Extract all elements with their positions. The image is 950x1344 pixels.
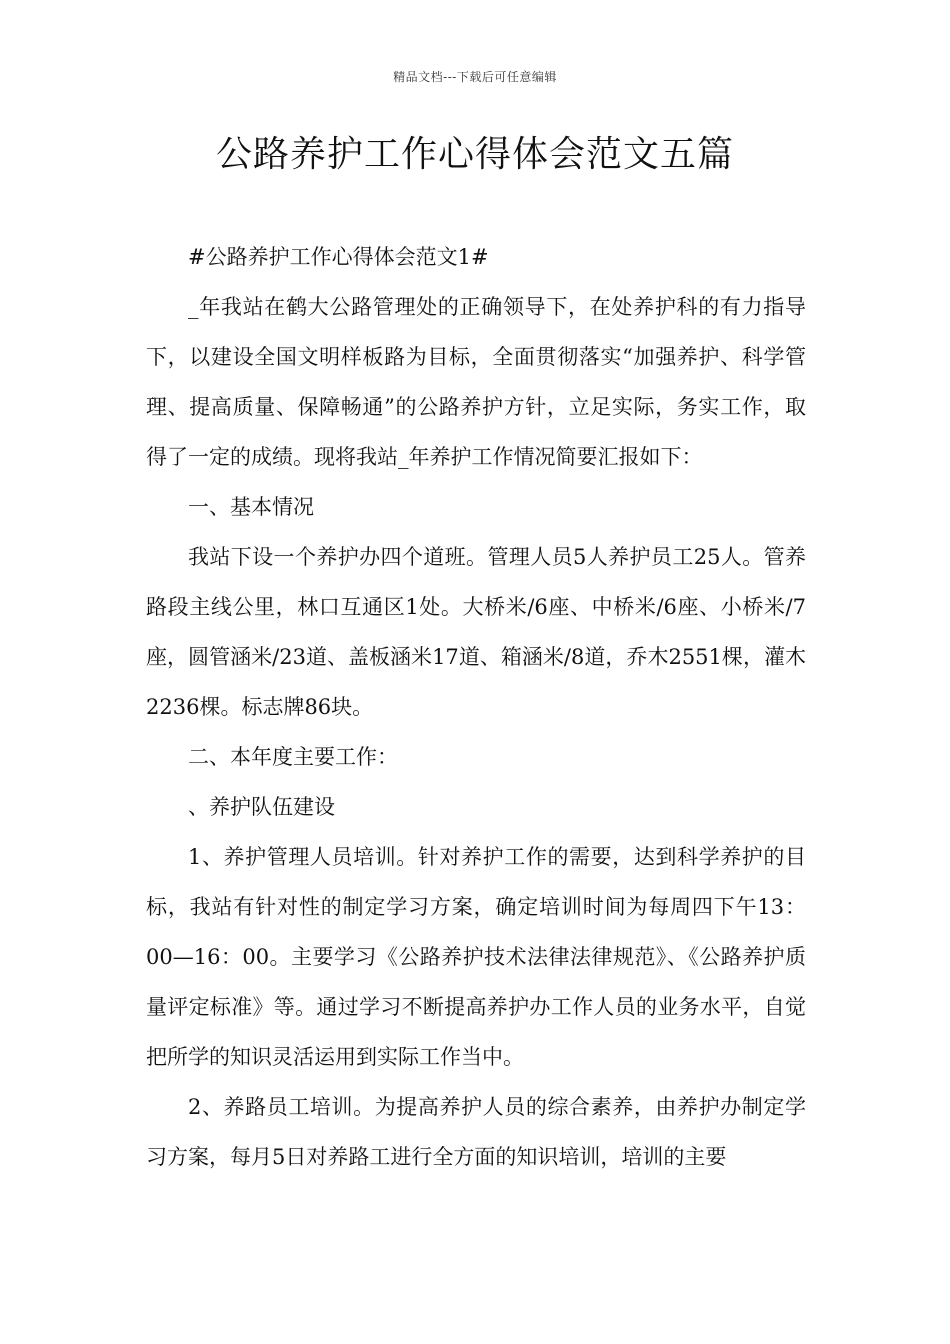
document-body bbox=[146, 232, 806, 1182]
header-note: 精品文档---下载后可任意编辑 bbox=[393, 70, 557, 84]
document-title: 公路养护工作心得体会范文五篇 bbox=[215, 134, 734, 175]
paragraph-staff-training: 1、养护管理人员培训。针对养护工作的需要，达到科学养护的目标，我站有针对性的制定学习方案，确定培训时间为每周四下午13：00—16：00。主要学习《公路养护技术法律法律规范》、《公路养护质量评定标准》等。通过学习不断提高养护办工作人员的业务水平，自觉把所学的知识灵活运用到实际工作当中。 bbox=[146, 845, 806, 1069]
paragraph-section-marker: #公路养护工作心得体会范文1# bbox=[188, 245, 489, 269]
heading-basic-situation: 一、基本情况 bbox=[188, 495, 314, 519]
paragraph-intro: _年我站在鹤大公路管理处的正确领导下，在处养护科的有力指导下，以建设全国文明样板路为目标，全面贯彻落实“加强养护、科学管理、提高质量、保障畅通”的公路养护方针，立足实际，务实工作，取得了一定的成绩。现将我站_年养护工作情况简要汇报如下： bbox=[146, 295, 806, 469]
heading-main-work: 二、本年度主要工作： bbox=[188, 745, 398, 769]
heading-team-building: 、养护队伍建设 bbox=[188, 795, 335, 819]
paragraph-worker-training: 2、养路员工培训。为提高养护人员的综合素养，由养护办制定学习方案，每月5日对养路工进行全方面的知识培训，培训的主要 bbox=[146, 1095, 806, 1169]
paragraph-basic-situation: 我站下设一个养护办四个道班。管理人员5人养护员工25人。管养路段主线公里，林口互通区1处。大桥米/6座、中桥米/6座、小桥米/7座，圆管涵米/23道、盖板涵米17道、箱涵米/8道，乔木2551棵，灌木2236棵。标志牌86块。 bbox=[146, 545, 806, 719]
